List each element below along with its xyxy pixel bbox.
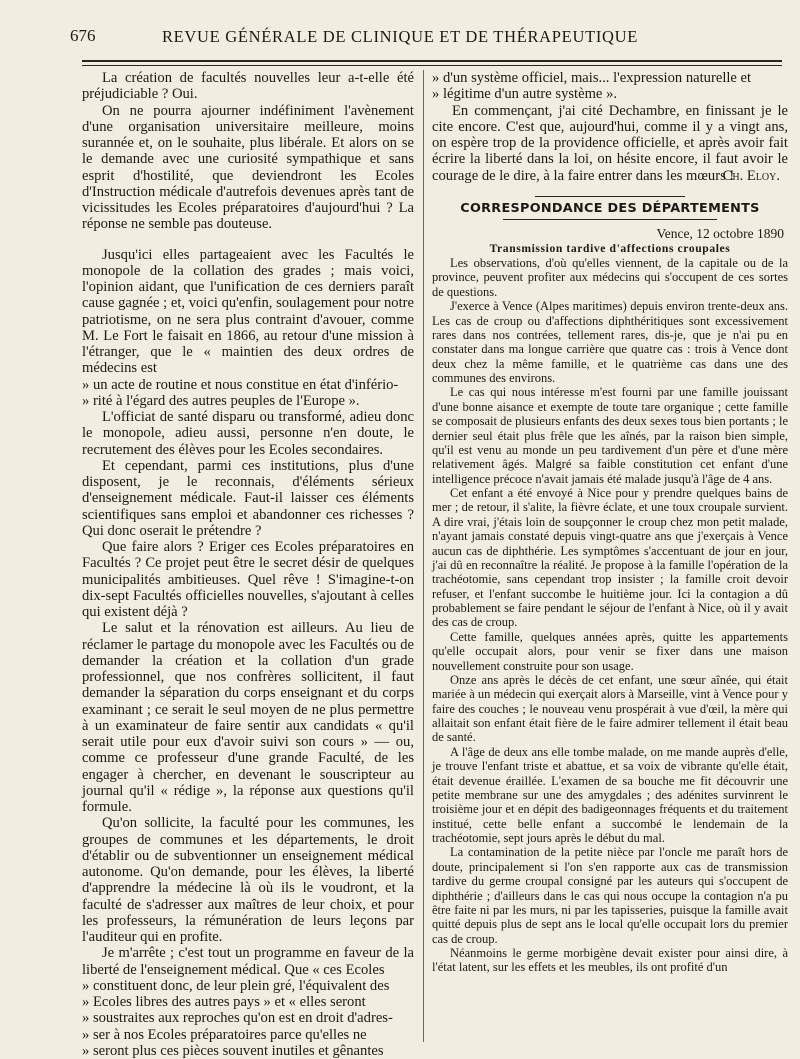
paragraph: Je m'arrête ; c'est tout un programme en faveur de la liberté de l'enseignement médical. Que « ces Ecoles	[82, 945, 414, 978]
paragraph: La contamination de la petite nièce par l'oncle me paraît hors de doute, principalement si l'on s'en rapporte aux cas de transmission tardive du germe croupal consigné par les auteurs qui s'occupent de diphthérie ; d'ailleurs dans le cas qui nous occupe la contagion n'a pu être faite ni par les murs, ni par les tapisseries, puisque la famille avait quitté depuis plus de sept ans le local qu'elle occupait lors du premier cas de croup.	[432, 845, 788, 946]
section-heading: CORRESPONDANCE DES DÉPARTEMENTS	[460, 201, 760, 216]
quote-line: » constituent donc, de leur plein gré, l'équivalent des	[82, 977, 390, 994]
paragraph: Jusqu'ici elles partageaient avec les Facultés le monopole de la collation des grades ; mais voici, l'opinion aidant, que l'unification de ces derniers paraît cause gagnée ; et, voici qu'enfin, soulagement pour notre patriotisme, on ne sera plus contraint d'avouer, comme M. Le Fort le faisait en 1866, au retour d'une mission à l'étranger, que le « maintien des deux ordres de médecins est	[82, 246, 414, 377]
signature: Ch. Eloy.	[722, 167, 780, 184]
section-rule-bottom	[503, 219, 717, 220]
running-title: REVUE GÉNÉRALE DE CLINIQUE ET DE THÉRAPEUTIQUE	[161, 27, 639, 46]
paragraph: Et cependant, parmi ces institutions, plus d'une disposent, je le reconnais, d'éléments sérieux d'enseignement médicale. Faut-il laisser ces éléments scientifiques sans emploi et abandonner ces richesses ? Qui donc oserait le prétendre ?	[82, 457, 414, 539]
quote-line: » un acte de routine et nous constitue en état d'infério-	[82, 376, 399, 393]
paragraph: La création de facultés nouvelles leur a-t-elle été préjudiciable ? Oui.	[82, 70, 414, 103]
paragraph: Qu'on sollicite, la faculté pour les communes, les groupes de communes et les départements, le droit d'établir ou de subventionner un enseignement médical autonome. Qu'on demande, pour les élèves, la liberté d'apprendre la médecine là où ils le voudront, et la faculté de s'adresser aux maîtres de leur choix, et pour les professeurs, la rémunération de leurs leçons par l'auditeur qui en profite.	[82, 815, 414, 945]
quote-line: » rité à l'égard des autres peuples de l'Europe ».	[82, 392, 360, 409]
quote-line: » Ecoles libres des autres pays » et « elles seront	[82, 994, 366, 1010]
page-header	[0, 0, 800, 58]
paragraph: Que faire alors ? Eriger ces Ecoles préparatoires en Facultés ? Ce projet peut être le secret désir de quelques municipalités ambitieuses. Quel rêve ! S'imagine-t-on dix-sept Facultés officielles nouvelles, s'ajoutant à celles qui existent déjà ?	[82, 539, 414, 620]
quote-line: » seront plus ces pièces souvent inutiles et gênantes	[82, 1042, 384, 1059]
section-rule-top	[535, 196, 685, 197]
article-title: Transmission tardive d'affections croupales	[489, 242, 731, 255]
paragraph: En commençant, j'ai cité Dechambre, en finissant je le cite encore. C'est que, aujourd'hui, comme il y a vingt ans, on espère trop de la providence officielle, et après avoir fait écrire la liberté dans la loi, on hésite encore, il faut avoir le courage de le dire, à la faire entrer dans les mœurs !	[432, 102, 788, 184]
paragraph: L'officiat de santé disparu ou transformé, adieu donc le monopole, adieu aussi, personne n'en doute, le recrutement des élèves pour les Ecoles secondaires.	[82, 409, 414, 458]
quote-line: » soustraites aux reproches qu'on est en droit d'adres-	[82, 1010, 393, 1027]
quote-line: » ser à nos Ecoles préparatoires parce qu'elles ne	[82, 1026, 367, 1043]
right-column	[432, 70, 788, 975]
paragraph: Néanmoins le germe morbigène devait exister pour ainsi dire, à l'état latent, sur les effets et les meubles, ils ont profité d'un	[432, 946, 788, 975]
header-rule-thin	[82, 65, 782, 66]
paragraph: Les observations, d'où qu'elles viennent, de la capitale ou de la province, peuvent profiter aux médecins qui s'occupent de ces sortes de questions.	[432, 256, 788, 299]
page-number: 676	[70, 26, 96, 45]
paragraph: J'exerce à Vence (Alpes maritimes) depuis environ trente-deux ans. Les cas de croup ou d'affections diphthéritiques sont excessivement rares dans nos contrées, tellement rares, dis-je, que je n'ai pu en constater dans ma longue carrière que quatre cas : trois à Vence dont deux chez la même famille, et le quatrième cas dans une des communes des environs.	[432, 299, 788, 385]
column-divider	[423, 70, 424, 1042]
paragraph: Onze ans après le décès de cet enfant, une sœur aînée, qui était mariée à un médecin qui exerçait alors à Marseille, vint à Vence pour y faire des couches ; le nouveau venu prospérait à vue d'œil, la mère qui allaitait son enfant était fière de le faire admirer tellement il était beau de santé.	[432, 672, 788, 745]
paragraph: Le cas qui nous intéresse m'est fourni par une famille jouissant d'une bonne aisance et exempte de toute tare organique ; cette famille se composait de plusieurs enfants des deux sexes tous bien portants ; le dernier seul était plus frêle que les aînés, par la raison bien simple, qu'il est venu au monde un peu tardivement d'un père et d'une mère relativement âgés. Malgré sa faible constitution cet enfant d'une intelligence précoce n'avait jamais été malade jusqu'à l'âge de 4 ans.	[432, 385, 788, 486]
paragraph: Cet enfant a été envoyé à Nice pour y prendre quelques bains de mer ; de retour, il s'alite, la fièvre éclate, et une toux croupale survient. A dire vrai, j'étais loin de soupçonner le croup chez mon petit malade, n'ayant jamais constaté depuis vingt-quatre ans que j'exerçais à Vence aucun cas de diphthérie. Les symptômes s'accentuant de jour en jour, j'ai dû en reconnaître la réalité. Je propose à la famille l'opération de la trachéotomie, sans cependant trop insister ; la famille croit devoir refuser, et l'enfant succombe le huitième jour. Ici la contagion a dû probablement se faire pendant le séjour de l'enfant à Nice, où il y avait des cas de croup.	[432, 486, 788, 630]
dateline: Vence, 12 octobre 1890	[656, 226, 784, 241]
paragraph: On ne pourra ajourner indéfiniment l'avènement d'une organisation universitaire meilleure, moins surannée et, on le souhaite, plus libérale. Et alors on se le demande avec une curiosité sympathique et sans esprit d'hostilité, que deviendront les Ecoles d'Instruction médicale d'autrefois devenues après tant de vicissitudes les Ecoles préparatoires d'aujourd'hui ? La réponse ne semble pas douteuse.	[82, 102, 414, 233]
paragraph: Le salut et la rénovation est ailleurs. Au lieu de réclamer le partage du monopole avec les Facultés ou de demander la création et la collation d'un grade professionnel, que nos confrères sollicitent, il faut demander la séparation du corps enseignant et du corps examinant ; ce serait le seul moyen de ne plus permettre à un examinateur de faire sentir aux candidats « qu'il serait utile pour eux d'avoir suivi son cours » — ou, comme ce professeur d'une grande Faculté, de les engager à chercher, en devenant le souscripteur au journal qu'il « rédige », la réponse aux questions qu'il formule.	[82, 620, 414, 815]
quote-line: » d'un système officiel, mais... l'expression naturelle et	[432, 70, 752, 86]
left-column	[82, 70, 414, 1059]
quote-line: » légitime d'un autre système ».	[432, 86, 618, 103]
header-rule	[82, 60, 782, 62]
paragraph: Cette famille, quelques années après, quitte les appartements qu'elle occupait alors, pour venir se fixer dans une maison nouvellement construite pour son usage.	[432, 629, 788, 673]
paragraph: A l'âge de deux ans elle tombe malade, on me mande auprès d'elle, je trouve l'enfant triste et abattue, et sa voix de vibrante qu'elle était, était devenue éraillée. L'examen de sa bouche me fit découvrir une petite membrane sur une des amygdales ; des adénites survinrent le troisième jour et en dépit des badigeonnages fréquents et du traitement institué, cette belle enfant a succombé le lendemain de la trachéotomie, sept jours après le début du mal.	[432, 744, 788, 845]
